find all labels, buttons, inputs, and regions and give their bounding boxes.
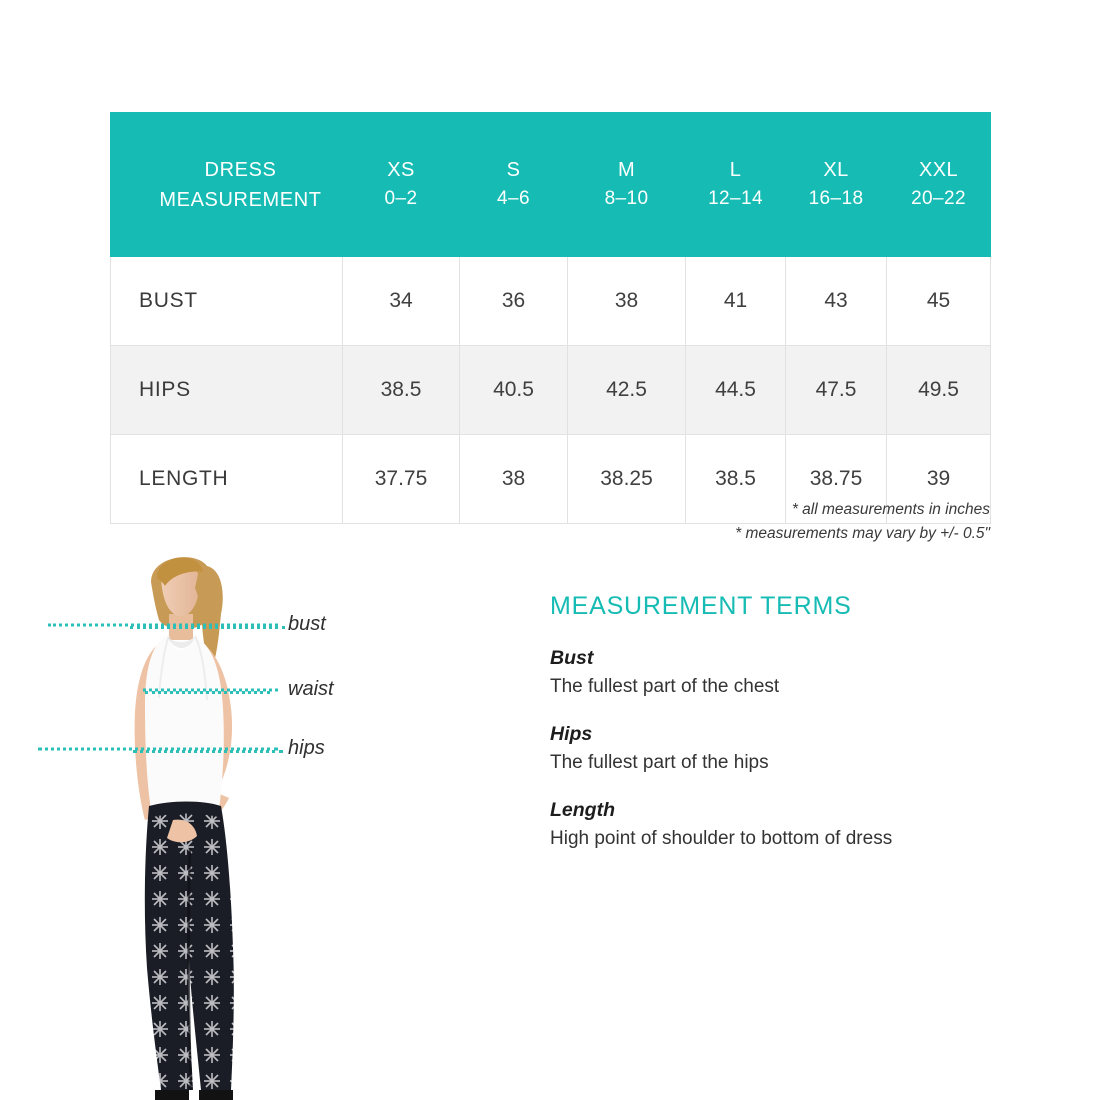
callout-hips [288, 737, 325, 760]
header-size-m [568, 113, 686, 257]
header-size-l [686, 113, 786, 257]
bust-line [130, 626, 285, 629]
waist-line [145, 691, 270, 694]
header-size-xxl [887, 113, 991, 257]
cell-hips-xxl: 49.5 [887, 346, 991, 435]
header-size-xs [343, 113, 460, 257]
table-header-row [111, 113, 991, 257]
term-hips-name: Hips [550, 723, 593, 745]
row-label-hips: HIPS [111, 346, 343, 435]
cell-hips-s: 40.5 [460, 346, 568, 435]
size-code: M [617, 159, 636, 182]
cell-bust-s: 36 [460, 257, 568, 346]
header-size-xl [786, 113, 887, 257]
table-row [111, 346, 991, 435]
size-range: 0–2 [384, 188, 418, 210]
callout-waist [288, 678, 334, 701]
waist-leader-line [143, 688, 278, 691]
cell-length-xxl: 39 [887, 435, 991, 524]
measurement-terms-panel [550, 592, 1020, 875]
note-variance: * measurements may vary by +/- 0.5" [735, 525, 990, 543]
terms-title: MEASUREMENT TERMS [550, 592, 852, 620]
term-bust [550, 647, 1020, 698]
cell-length-xl: 38.75 [786, 435, 887, 524]
header-label-line2: MEASUREMENT [159, 188, 322, 211]
cell-hips-xs: 38.5 [343, 346, 460, 435]
size-code: XS [387, 159, 415, 182]
cell-bust-l: 41 [686, 257, 786, 346]
term-hips-desc: The fullest part of the hips [550, 752, 769, 773]
cell-length-m: 38.25 [568, 435, 686, 524]
cell-hips-m: 42.5 [568, 346, 686, 435]
model-illustration [95, 548, 395, 1100]
cell-length-l: 38.5 [686, 435, 786, 524]
note-units: * all measurements in inches [791, 501, 990, 518]
header-measurement-label [111, 113, 343, 257]
term-length-desc: High point of shoulder to bottom of dress [550, 828, 893, 849]
cell-hips-l: 44.5 [686, 346, 786, 435]
size-code: S [506, 159, 521, 182]
size-code: XXL [918, 159, 958, 182]
row-label-length: LENGTH [111, 435, 343, 524]
cell-hips-xl: 47.5 [786, 346, 887, 435]
table-notes [470, 498, 990, 546]
cell-bust-xs: 34 [343, 257, 460, 346]
size-code: XL [823, 159, 849, 182]
cell-length-s: 38 [460, 435, 568, 524]
header-size-s [460, 113, 568, 257]
callout-hips-label: hips [288, 737, 325, 759]
cell-bust-xl: 43 [786, 257, 887, 346]
cell-bust-xxl: 45 [887, 257, 991, 346]
row-label-bust: BUST [111, 257, 343, 346]
hips-line [133, 750, 283, 753]
callout-waist-label: waist [288, 678, 334, 700]
term-length [550, 799, 1020, 850]
term-bust-name: Bust [550, 647, 594, 669]
bust-leader-line [48, 623, 278, 626]
cell-length-xs: 37.75 [343, 435, 460, 524]
term-bust-desc: The fullest part of the chest [550, 676, 780, 697]
size-range: 4–6 [497, 188, 530, 210]
callout-bust-label: bust [288, 613, 326, 635]
term-hips [550, 723, 1020, 774]
callout-bust [288, 613, 326, 636]
size-range: 8–10 [604, 188, 649, 210]
term-length-name: Length [550, 799, 615, 821]
cell-bust-m: 38 [568, 257, 686, 346]
size-range: 20–22 [911, 188, 966, 210]
table-row [111, 257, 991, 346]
size-range: 16–18 [808, 188, 864, 210]
hips-leader-line [38, 747, 278, 750]
header-label-line1: DRESS [204, 158, 277, 181]
size-chart-table [110, 112, 991, 524]
size-code: L [729, 159, 742, 182]
size-range: 12–14 [708, 188, 763, 210]
